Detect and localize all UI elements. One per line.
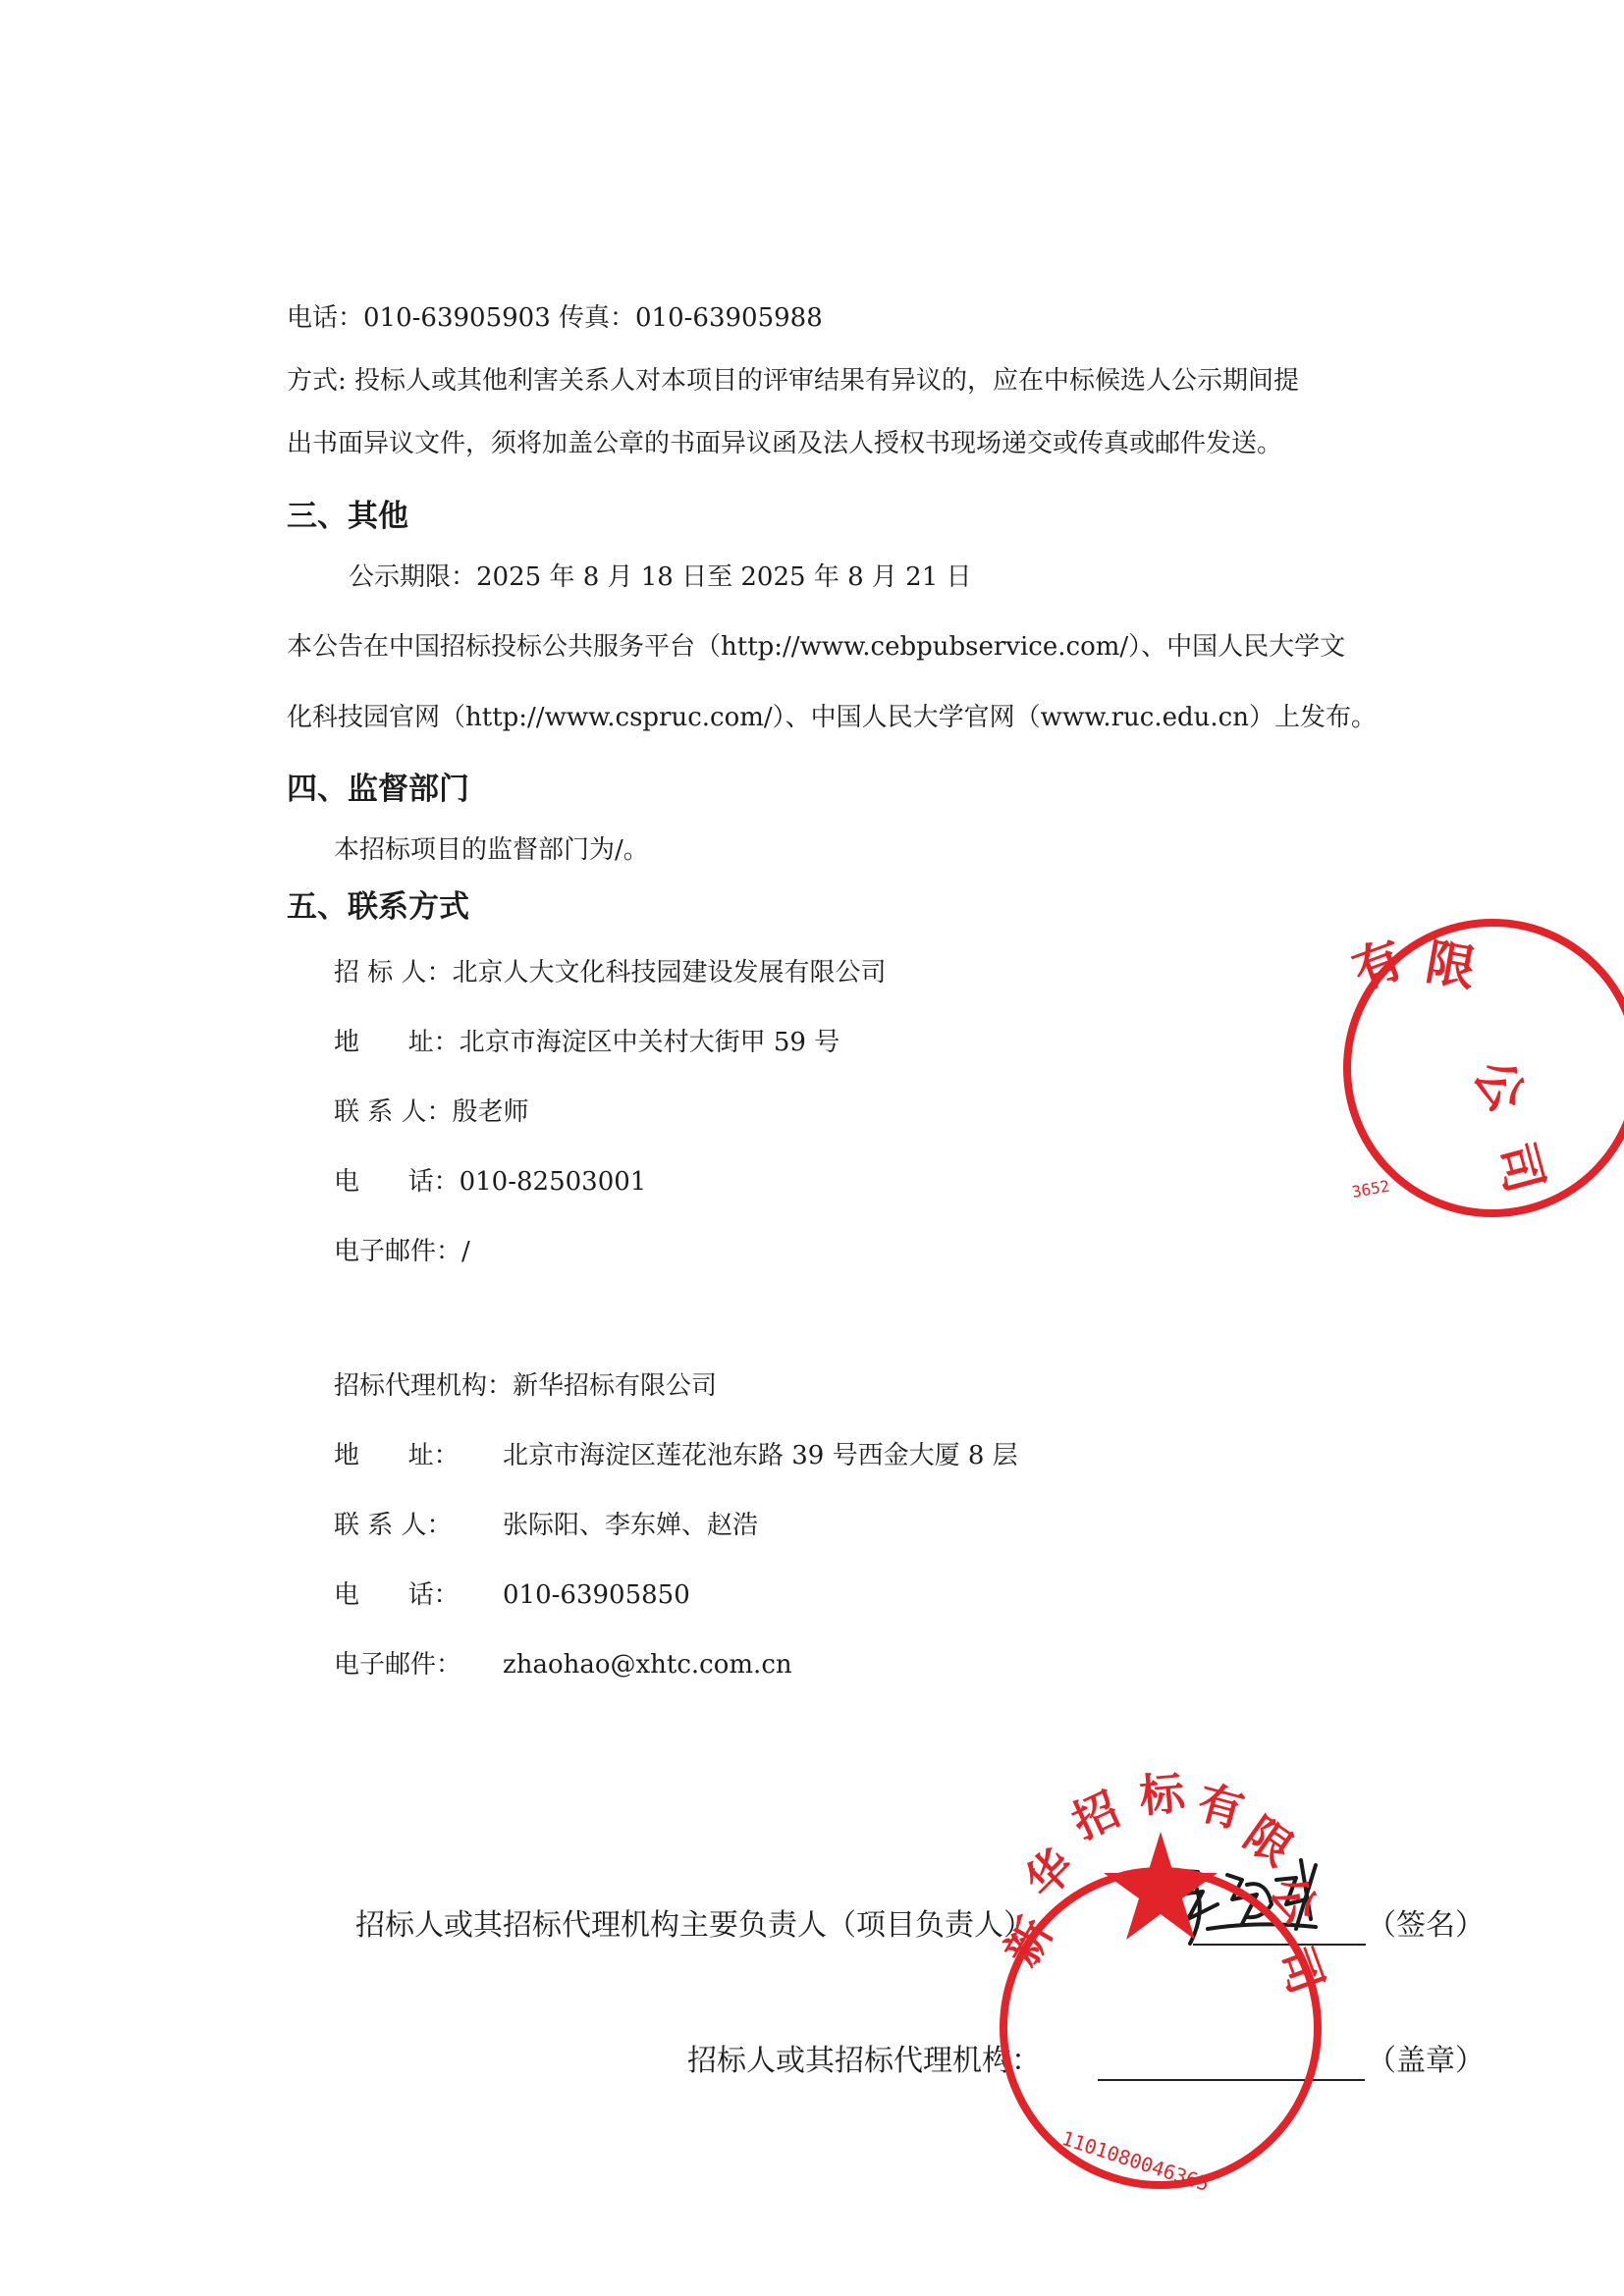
- seal-top-number: 3652: [1350, 1176, 1391, 1201]
- signature-line-label: 招标人或其招标代理机构主要负责人（项目负责人）: [355, 1908, 1033, 1943]
- tenderer-contact-row: [334, 1096, 529, 1128]
- seal-bottom-char-4: 标: [1137, 1766, 1187, 1823]
- tenderer-address: 北京市海淀区中关村大街甲 59 号: [459, 1028, 840, 1057]
- agency-email: zhaohao@xhtc.com.cn: [503, 1650, 792, 1680]
- section-4-heading: 四、监督部门: [287, 772, 469, 807]
- signature-suffix: （签名）: [1367, 1908, 1485, 1943]
- agency-name-label: 招标代理机构：: [334, 1371, 514, 1401]
- tenderer-phone-row: [334, 1166, 646, 1198]
- tenderer-phone-label: 电 话：: [334, 1167, 460, 1197]
- seal-top-char-4: 司: [1486, 1137, 1554, 1200]
- seal-top-char-1: 有: [1345, 930, 1412, 1001]
- tenderer-email-row: [334, 1236, 470, 1267]
- agency-phone: 010-63905850: [503, 1580, 690, 1610]
- agency-phone-row: [334, 1579, 690, 1611]
- seal-star-icon: [1104, 1832, 1218, 1940]
- publicity-period: 公示期限：2025 年 8 月 18 日至 2025 年 8 月 21 日: [349, 562, 972, 592]
- company-seal-top: [1335, 901, 1624, 1235]
- seal-suffix: （盖章）: [1367, 2044, 1485, 2078]
- agency-name: 新华招标有限公司: [513, 1371, 718, 1401]
- agency-name-row: [334, 1370, 717, 1402]
- seal-bottom-char-6: 限: [1234, 1806, 1303, 1877]
- publish-line-2: 化科技园官网（http://www.cspruc.com/）、中国人民大学官网（www.ruc.edu.cn）上发布。: [287, 703, 1377, 732]
- seal-line-label: 招标人或其招标代理机构：: [687, 2044, 1041, 2078]
- agency-email-label: 电子邮件：: [334, 1650, 462, 1680]
- seal-bottom-char-1: 新: [994, 1908, 1063, 1975]
- seal-bottom-char-8: 司: [1268, 1940, 1334, 2001]
- seal-bottom-char-3: 招: [1063, 1782, 1128, 1849]
- agency-contact: 张际阳、李东婵、赵浩: [503, 1511, 759, 1540]
- tenderer-email: /: [461, 1237, 470, 1266]
- publish-line-1: 本公告在中国招标投标公共服务平台（http://www.cebpubservice.com/）、中国人民大学文: [287, 632, 1346, 662]
- agency-email-row: [334, 1649, 792, 1681]
- tenderer-name: 北京人大文化科技园建设发展有限公司: [452, 958, 887, 988]
- tenderer-address-row: [334, 1027, 839, 1058]
- agency-contact-row: [334, 1510, 758, 1541]
- seal-bottom-char-2: 华: [1014, 1839, 1085, 1908]
- tenderer-contact: 殷老师: [452, 1097, 529, 1127]
- objection-method-line-2: 出书面异议文件，须将加盖公章的书面异议函及法人授权书现场递交或传真或邮件发送。: [287, 429, 1283, 458]
- tenderer-address-label: 地 址：: [334, 1028, 460, 1057]
- section-5-heading: 五、联系方式: [287, 889, 469, 925]
- tenderer-email-label: 电子邮件：: [334, 1237, 462, 1266]
- agency-address-label: 地 址：: [334, 1441, 460, 1470]
- supervision-text: 本招标项目的监督部门为/。: [334, 835, 649, 865]
- tenderer-phone: 010-82503001: [459, 1167, 647, 1197]
- agency-address-row: [334, 1440, 1018, 1471]
- seal-bottom-number: 1101080046365: [1058, 2125, 1213, 2197]
- company-seal-bottom-lower: [984, 2028, 1337, 2224]
- tenderer-name-row: [334, 957, 887, 988]
- seal-top-char-3: 公: [1462, 1050, 1537, 1122]
- seal-top-char-2: 限: [1421, 933, 1481, 998]
- phone-fax-line: 电话：010-63905903 传真：010-63905988: [287, 303, 823, 333]
- tenderer-name-label: 招 标 人：: [334, 958, 453, 988]
- agency-phone-label: 电 话：: [334, 1580, 460, 1610]
- agency-address: 北京市海淀区莲花池东路 39 号西金大厦 8 层: [503, 1441, 1018, 1470]
- seal-bottom-char-7: 公: [1259, 1866, 1329, 1934]
- section-3-heading: 三、其他: [287, 499, 408, 534]
- agency-contact-label: 联 系 人：: [334, 1511, 453, 1540]
- objection-method-line-1: 方式: 投标人或其他利害关系人对本项目的评审结果有异议的，应在中标候选人公示期间提: [287, 366, 1300, 396]
- company-seal-bottom: [984, 1734, 1337, 2028]
- tenderer-contact-label: 联 系 人：: [334, 1097, 453, 1127]
- seal-bottom-char-5: 有: [1192, 1775, 1250, 1839]
